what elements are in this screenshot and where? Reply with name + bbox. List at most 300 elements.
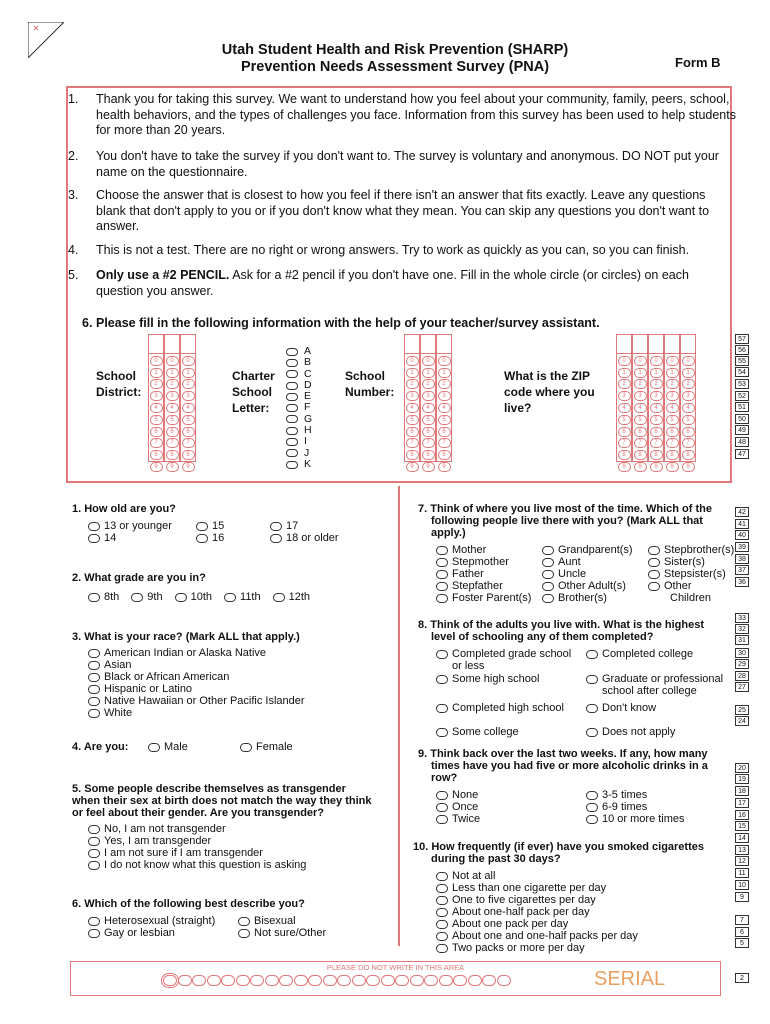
q3-option[interactable]: Native Hawaiian or Other Pacific Islander <box>88 695 392 707</box>
digit-bubble[interactable]: 0 <box>618 356 631 366</box>
q1-option[interactable]: 17 <box>270 520 390 532</box>
digit-bubble[interactable]: 8 <box>182 450 195 460</box>
q8-option[interactable]: Some high school <box>436 673 586 697</box>
zip-label: What is the ZIP code where you live? <box>504 369 595 415</box>
q10-option[interactable]: About one pack per day <box>436 918 725 930</box>
margin-number: 37 <box>735 565 749 575</box>
instruction-1: 1. Thank you for taking this survey. We want to understand how you feel about your community, family, peers, school, health behaviors, and the types of challenges you face. Information from this survey has been used to help students for more than 20 years. <box>68 92 736 137</box>
digit-bubble[interactable]: 8 <box>150 450 163 460</box>
digit-bubble[interactable]: 5 <box>150 415 163 425</box>
serial-bubble <box>366 975 380 986</box>
charter-letter-label: Charter School Letter: <box>232 369 275 415</box>
digit-bubble[interactable]: 6 <box>422 427 435 437</box>
digit-bubble[interactable]: 9 <box>406 462 419 472</box>
digit-bubble[interactable]: 1 <box>618 368 631 378</box>
q1-option[interactable]: 14 <box>88 532 196 544</box>
margin-number: 31 <box>735 635 749 645</box>
digit-bubble[interactable]: 4 <box>166 403 179 413</box>
question-7 <box>418 503 735 604</box>
q8-option[interactable]: Some college <box>436 726 586 738</box>
letter-option[interactable]: D <box>286 380 312 391</box>
form-label: Form B <box>675 55 721 70</box>
grid-write-box[interactable] <box>681 335 695 354</box>
q3-option[interactable]: Asian <box>88 659 392 671</box>
digit-bubble[interactable]: 3 <box>150 391 163 401</box>
q10-option[interactable]: Not at all <box>436 870 725 882</box>
digit-bubble[interactable]: 7 <box>666 438 679 448</box>
letter-option[interactable]: B <box>286 357 312 368</box>
letter-option[interactable]: I <box>286 436 312 447</box>
digit-bubble[interactable]: 0 <box>166 356 179 366</box>
digit-bubble[interactable]: 5 <box>422 415 435 425</box>
margin-number: 57 <box>735 334 749 344</box>
office-use-note: PLEASE DO NOT WRITE IN THIS AREA <box>326 963 465 972</box>
margin-number: 48 <box>735 437 749 447</box>
q5-option[interactable]: Yes, I am transgender <box>88 835 372 847</box>
margin-number: 56 <box>735 345 749 355</box>
digit-bubble[interactable]: 4 <box>438 403 451 413</box>
q9-option[interactable]: 6-9 times <box>586 801 726 813</box>
digit-bubble[interactable]: 6 <box>650 427 663 437</box>
q7-option[interactable]: Foster Parent(s) <box>436 592 542 604</box>
digit-bubble[interactable]: 0 <box>182 356 195 366</box>
q7-option[interactable]: Stepfather <box>436 580 542 592</box>
question-9-title: 9. Think back over the last two weeks. If any, how many times have you had five or more alcoholic drinks in a row? <box>418 748 708 784</box>
digit-bubble[interactable]: 4 <box>666 403 679 413</box>
digit-bubble[interactable]: 3 <box>634 391 647 401</box>
margin-number: 9 <box>735 892 749 902</box>
margin-number: 16 <box>735 810 749 820</box>
q7-option[interactable]: Uncle <box>542 568 648 580</box>
digit-bubble[interactable]: 6 <box>618 427 631 437</box>
digit-bubble[interactable]: 9 <box>650 462 663 472</box>
serial-bubble <box>221 975 235 986</box>
digit-bubble[interactable]: 2 <box>682 379 695 389</box>
digit-bubble[interactable]: 0 <box>150 356 163 366</box>
digit-bubble[interactable]: 2 <box>650 379 663 389</box>
serial-bubble <box>497 975 511 986</box>
digit-bubble[interactable]: 1 <box>438 368 451 378</box>
q1-option[interactable]: 15 <box>196 520 270 532</box>
margin-number: 18 <box>735 786 749 796</box>
digit-bubble[interactable]: 0 <box>422 356 435 366</box>
grid-column[interactable] <box>164 334 180 470</box>
margin-number: 28 <box>735 671 749 681</box>
digit-bubble[interactable]: 9 <box>618 462 631 472</box>
question-2 <box>72 572 392 603</box>
digit-bubble[interactable]: 7 <box>618 438 631 448</box>
grid-column[interactable] <box>648 334 664 470</box>
serial-bubble <box>236 975 250 986</box>
grid-write-box[interactable] <box>649 335 663 354</box>
q9-option[interactable]: 3-5 times <box>586 789 726 801</box>
q10-option[interactable]: Two packs or more per day <box>436 942 725 954</box>
grid-write-box[interactable] <box>149 335 163 354</box>
q9-option[interactable]: Once <box>436 801 586 813</box>
digit-bubble[interactable]: 7 <box>682 438 695 448</box>
digit-bubble[interactable]: 7 <box>166 438 179 448</box>
grid-column[interactable] <box>632 334 648 470</box>
digit-bubble[interactable]: 2 <box>438 379 451 389</box>
digit-bubble[interactable]: 4 <box>682 403 695 413</box>
margin-number: 5 <box>735 938 749 948</box>
digit-bubble[interactable]: 3 <box>406 391 419 401</box>
digit-bubble[interactable]: 2 <box>406 379 419 389</box>
q7-option[interactable]: Mother <box>436 544 542 556</box>
margin-number: 2 <box>735 973 749 983</box>
letter-option[interactable]: F <box>286 402 312 413</box>
digit-bubble[interactable]: 2 <box>422 379 435 389</box>
question-1-title: 1. How old are you? <box>72 503 176 515</box>
serial-label: SERIAL <box>594 968 666 990</box>
margin-number: 33 <box>735 613 749 623</box>
digit-bubble[interactable]: 9 <box>666 462 679 472</box>
margin-number: 25 <box>735 705 749 715</box>
q4-option[interactable]: Male <box>148 741 240 753</box>
letter-option[interactable]: A <box>286 346 312 357</box>
q10-option[interactable]: Less than one cigarette per day <box>436 882 725 894</box>
digit-bubble[interactable]: 4 <box>422 403 435 413</box>
title-line-2: Prevention Needs Assessment Survey (PNA) <box>240 59 550 75</box>
digit-bubble[interactable]: 6 <box>438 427 451 437</box>
q3-option[interactable]: American Indian or Alaska Native <box>88 647 392 659</box>
serial-bubble <box>207 975 221 986</box>
letter-option[interactable]: G <box>286 414 312 425</box>
instruction-6: 6. Please fill in the following information with the help of your teacher/survey assistant. <box>82 316 600 330</box>
digit-bubble[interactable]: 1 <box>650 368 663 378</box>
q2-option[interactable]: 9th <box>131 591 162 603</box>
digit-bubble[interactable]: 0 <box>666 356 679 366</box>
digit-bubble[interactable]: 5 <box>406 415 419 425</box>
q2-option[interactable]: 10th <box>175 591 212 603</box>
serial-bubble <box>439 975 453 986</box>
q6-option[interactable]: Heterosexual (straight) <box>88 915 238 927</box>
digit-bubble[interactable]: 5 <box>182 415 195 425</box>
margin-number: 15 <box>735 821 749 831</box>
margin-number: 14 <box>735 833 749 843</box>
digit-bubble[interactable]: 0 <box>438 356 451 366</box>
grid-column[interactable] <box>616 334 632 470</box>
margin-number: 50 <box>735 414 749 424</box>
office-use-area <box>70 961 721 996</box>
margin-number: 7 <box>735 915 749 925</box>
question-8-title: 8. Think of the adults you live with. What is the highest level of schooling any of them completed? <box>418 619 705 643</box>
margin-number: 53 <box>735 379 749 389</box>
digit-bubble[interactable]: 4 <box>150 403 163 413</box>
digit-bubble[interactable]: 6 <box>150 427 163 437</box>
margin-number: 24 <box>735 716 749 726</box>
q1-option[interactable]: 16 <box>196 532 270 544</box>
serial-bubble <box>294 975 308 986</box>
margin-number: 40 <box>735 530 749 540</box>
digit-bubble[interactable]: 1 <box>422 368 435 378</box>
serial-bubble <box>192 975 206 986</box>
q7-option[interactable]: Sister(s) <box>648 556 738 568</box>
margin-number: 42 <box>735 507 749 517</box>
school-number-label: School Number: <box>345 369 395 399</box>
serial-bubble <box>178 975 192 986</box>
digit-bubble[interactable]: 3 <box>666 391 679 401</box>
grid-write-box[interactable] <box>405 335 419 354</box>
serial-bubble <box>468 975 482 986</box>
serial-bubble <box>352 975 366 986</box>
question-3 <box>72 631 392 719</box>
digit-bubble[interactable]: 6 <box>634 427 647 437</box>
q1-option[interactable]: 18 or older <box>270 532 390 544</box>
margin-number: 38 <box>735 554 749 564</box>
digit-bubble[interactable]: 8 <box>650 450 663 460</box>
grid-column[interactable] <box>404 334 420 470</box>
grid-write-box[interactable] <box>617 335 631 354</box>
q9-option[interactable]: 10 or more times <box>586 813 726 825</box>
serial-bubble <box>424 975 438 986</box>
digit-bubble[interactable]: 3 <box>682 391 695 401</box>
q8-option[interactable]: Does not apply <box>586 726 736 738</box>
serial-bubble <box>337 975 351 986</box>
digit-bubble[interactable]: 2 <box>182 379 195 389</box>
digit-bubble[interactable]: 7 <box>634 438 647 448</box>
grid-write-box[interactable] <box>437 335 451 354</box>
q3-option[interactable]: Black or African American <box>88 671 392 683</box>
digit-bubble[interactable]: 3 <box>182 391 195 401</box>
margin-number: 32 <box>735 624 749 634</box>
letter-option[interactable]: E <box>286 391 312 402</box>
letter-option[interactable]: C <box>286 369 312 380</box>
grid-column[interactable] <box>420 334 436 470</box>
digit-bubble[interactable]: 9 <box>166 462 179 472</box>
digit-bubble[interactable]: 1 <box>634 368 647 378</box>
q10-option[interactable]: One to five cigarettes per day <box>436 894 725 906</box>
margin-number: 41 <box>735 519 749 529</box>
corner-mark-icon <box>28 22 64 58</box>
digit-bubble[interactable]: 7 <box>650 438 663 448</box>
margin-number: 36 <box>735 577 749 587</box>
digit-bubble[interactable]: 8 <box>666 450 679 460</box>
margin-number: 10 <box>735 880 749 890</box>
digit-bubble[interactable]: 0 <box>650 356 663 366</box>
digit-bubble[interactable]: 2 <box>150 379 163 389</box>
digit-bubble[interactable]: 8 <box>406 450 419 460</box>
serial-bubble <box>410 975 424 986</box>
digit-bubble[interactable]: 3 <box>650 391 663 401</box>
grid-column[interactable] <box>680 334 696 470</box>
grid-column[interactable] <box>436 334 452 470</box>
digit-bubble[interactable]: 4 <box>618 403 631 413</box>
digit-bubble[interactable]: 0 <box>406 356 419 366</box>
digit-bubble[interactable]: 8 <box>166 450 179 460</box>
margin-number: 19 <box>735 774 749 784</box>
grid-write-box[interactable] <box>421 335 435 354</box>
digit-bubble[interactable]: 3 <box>166 391 179 401</box>
digit-bubble[interactable]: 9 <box>422 462 435 472</box>
margin-number: 17 <box>735 798 749 808</box>
q7-option-label: Children <box>670 592 711 604</box>
q1-option[interactable]: 13 or younger <box>88 520 196 532</box>
digit-bubble[interactable]: 6 <box>166 427 179 437</box>
q8-option[interactable]: Graduate or professional school after college <box>586 673 734 697</box>
q8-option[interactable]: Don't know <box>586 702 736 714</box>
grid-column[interactable] <box>664 334 680 470</box>
margin-number: 6 <box>735 927 749 937</box>
q8-option[interactable]: Completed high school <box>436 702 586 714</box>
digit-bubble[interactable]: 6 <box>182 427 195 437</box>
question-5 <box>72 783 372 871</box>
digit-bubble[interactable]: 0 <box>682 356 695 366</box>
margin-number: 49 <box>735 425 749 435</box>
q7-option[interactable]: Stepbrother(s) <box>648 544 738 556</box>
digit-bubble[interactable]: 7 <box>150 438 163 448</box>
q7-option[interactable]: Aunt <box>542 556 648 568</box>
q4-option[interactable]: Female <box>240 741 293 753</box>
charter-letter-bubbles[interactable] <box>286 346 312 470</box>
serial-bubble <box>265 975 279 986</box>
digit-bubble[interactable]: 6 <box>406 427 419 437</box>
digit-bubble[interactable]: 7 <box>438 438 451 448</box>
serial-bubble <box>482 975 496 986</box>
q2-option[interactable]: 8th <box>88 591 119 603</box>
question-2-title: 2. What grade are you in? <box>72 572 206 584</box>
digit-bubble[interactable]: 7 <box>406 438 419 448</box>
school-district-label: School District: <box>96 369 142 399</box>
q7-option[interactable]: Father <box>436 568 542 580</box>
q5-option[interactable]: No, I am not transgender <box>88 823 372 835</box>
q10-option[interactable]: About one-half pack per day <box>436 906 725 918</box>
question-7-title: 7. Think of where you live most of the time. Which of the following people live there with you? (Mark ALL that apply.) <box>418 503 712 539</box>
letter-option[interactable]: K <box>286 459 312 470</box>
margin-number: 47 <box>735 449 749 459</box>
digit-bubble[interactable]: 8 <box>634 450 647 460</box>
margin-number: 12 <box>735 856 749 866</box>
serial-bubble <box>453 975 467 986</box>
q7-option[interactable]: Grandparent(s) <box>542 544 648 556</box>
digit-bubble[interactable]: 9 <box>438 462 451 472</box>
letter-option[interactable]: J <box>286 448 312 459</box>
digit-bubble[interactable]: 2 <box>666 379 679 389</box>
q6-option[interactable]: Gay or lesbian <box>88 927 238 939</box>
question-8 <box>418 619 730 738</box>
q7-option[interactable]: Other Adult(s) <box>542 580 648 592</box>
q8-option[interactable]: Completed grade school or less <box>436 648 572 672</box>
digit-bubble[interactable]: 3 <box>438 391 451 401</box>
instruction-2: 2. You don't have to take the survey if you don't want to. The survey is voluntary and anonymous. DO NOT put your name on the questionnaire. <box>68 149 719 179</box>
grid-write-box[interactable] <box>181 335 195 354</box>
margin-number: 52 <box>735 391 749 401</box>
digit-bubble[interactable]: 4 <box>634 403 647 413</box>
grid-write-box[interactable] <box>165 335 179 354</box>
digit-bubble[interactable]: 1 <box>182 368 195 378</box>
question-4-title: 4. Are you: <box>72 741 129 753</box>
digit-bubble[interactable]: 5 <box>682 415 695 425</box>
q8-option[interactable]: Completed college <box>586 648 736 672</box>
digit-bubble[interactable]: 9 <box>634 462 647 472</box>
q10-option[interactable]: About one and one-half packs per day <box>436 930 725 942</box>
q7-option[interactable]: Stepmother <box>436 556 542 568</box>
q5-option[interactable]: I am not sure if I am transgender <box>88 847 372 859</box>
digit-bubble[interactable]: 2 <box>166 379 179 389</box>
q7-option[interactable]: Stepsister(s) <box>648 568 738 580</box>
digit-bubble[interactable]: 5 <box>634 415 647 425</box>
q6-option[interactable]: Bisexual <box>238 915 358 927</box>
digit-bubble[interactable]: 2 <box>618 379 631 389</box>
letter-option[interactable]: H <box>286 425 312 436</box>
digit-bubble[interactable]: 0 <box>634 356 647 366</box>
digit-bubble[interactable]: 6 <box>666 427 679 437</box>
digit-bubble[interactable]: 9 <box>682 462 695 472</box>
instruction-3: 3. Choose the answer that is closest to how you feel if there isn't an answer that fits exactly. Leave any questions blank that don't apply to you or if you don't know what they mean. You can skip any questions you don't want to answer. <box>68 188 710 233</box>
digit-bubble[interactable]: 1 <box>166 368 179 378</box>
digit-bubble[interactable]: 2 <box>634 379 647 389</box>
serial-bubble <box>381 975 395 986</box>
digit-bubble[interactable]: 9 <box>150 462 163 472</box>
question-5-title: 5. Some people describe themselves as transgender when their sex at birth does not match the way they think or feel about their gender. Are you transgender? <box>72 783 372 819</box>
question-9 <box>418 748 724 825</box>
margin-number: 51 <box>735 402 749 412</box>
q6-option[interactable]: Not sure/Other <box>238 927 358 939</box>
digit-bubble[interactable]: 5 <box>618 415 631 425</box>
grid-column[interactable] <box>148 334 164 470</box>
serial-bubble <box>279 975 293 986</box>
q5-option[interactable]: I do not know what this question is asking <box>88 859 372 871</box>
margin-number: 30 <box>735 648 749 658</box>
digit-bubble[interactable]: 3 <box>422 391 435 401</box>
q2-option[interactable]: 12th <box>273 591 310 603</box>
q2-option[interactable]: 11th <box>224 591 261 603</box>
serial-bubble <box>163 975 177 986</box>
digit-bubble[interactable]: 1 <box>150 368 163 378</box>
grid-write-box[interactable] <box>633 335 647 354</box>
question-3-title: 3. What is your race? (Mark ALL that apply.) <box>72 631 300 643</box>
question-10 <box>413 841 725 954</box>
column-divider <box>398 486 400 946</box>
digit-bubble[interactable]: 5 <box>666 415 679 425</box>
digit-bubble[interactable]: 9 <box>182 462 195 472</box>
margin-number: 55 <box>735 356 749 366</box>
margin-number: 39 <box>735 542 749 552</box>
serial-bubble <box>250 975 264 986</box>
q9-option[interactable]: Twice <box>436 813 586 825</box>
digit-bubble[interactable]: 1 <box>406 368 419 378</box>
digit-bubble[interactable]: 1 <box>666 368 679 378</box>
q9-option[interactable]: None <box>436 789 586 801</box>
digit-bubble[interactable]: 4 <box>406 403 419 413</box>
grid-write-box[interactable] <box>665 335 679 354</box>
digit-bubble[interactable]: 5 <box>438 415 451 425</box>
digit-bubble[interactable]: 7 <box>422 438 435 448</box>
digit-bubble[interactable]: 4 <box>650 403 663 413</box>
question-10-title: 10. How frequently (if ever) have you smoked cigarettes during the past 30 days? <box>413 841 704 865</box>
q3-option[interactable]: White <box>88 707 392 719</box>
margin-number: 54 <box>735 367 749 377</box>
digit-bubble[interactable]: 1 <box>682 368 695 378</box>
q7-option[interactable]: Brother(s) <box>542 592 648 604</box>
q7-option[interactable]: Other <box>648 580 738 592</box>
margin-number: 13 <box>735 845 749 855</box>
digit-bubble[interactable]: 3 <box>618 391 631 401</box>
digit-bubble[interactable]: 5 <box>650 415 663 425</box>
digit-bubble[interactable]: 8 <box>422 450 435 460</box>
digit-bubble[interactable]: 8 <box>438 450 451 460</box>
digit-bubble[interactable]: 5 <box>166 415 179 425</box>
digit-bubble[interactable]: 8 <box>682 450 695 460</box>
digit-bubble[interactable]: 6 <box>682 427 695 437</box>
digit-bubble[interactable]: 4 <box>182 403 195 413</box>
serial-bubble <box>395 975 409 986</box>
q3-option[interactable]: Hispanic or Latino <box>88 683 392 695</box>
grid-column[interactable] <box>180 334 196 470</box>
digit-bubble[interactable]: 8 <box>618 450 631 460</box>
page-title <box>150 42 640 76</box>
digit-bubble[interactable]: 7 <box>182 438 195 448</box>
